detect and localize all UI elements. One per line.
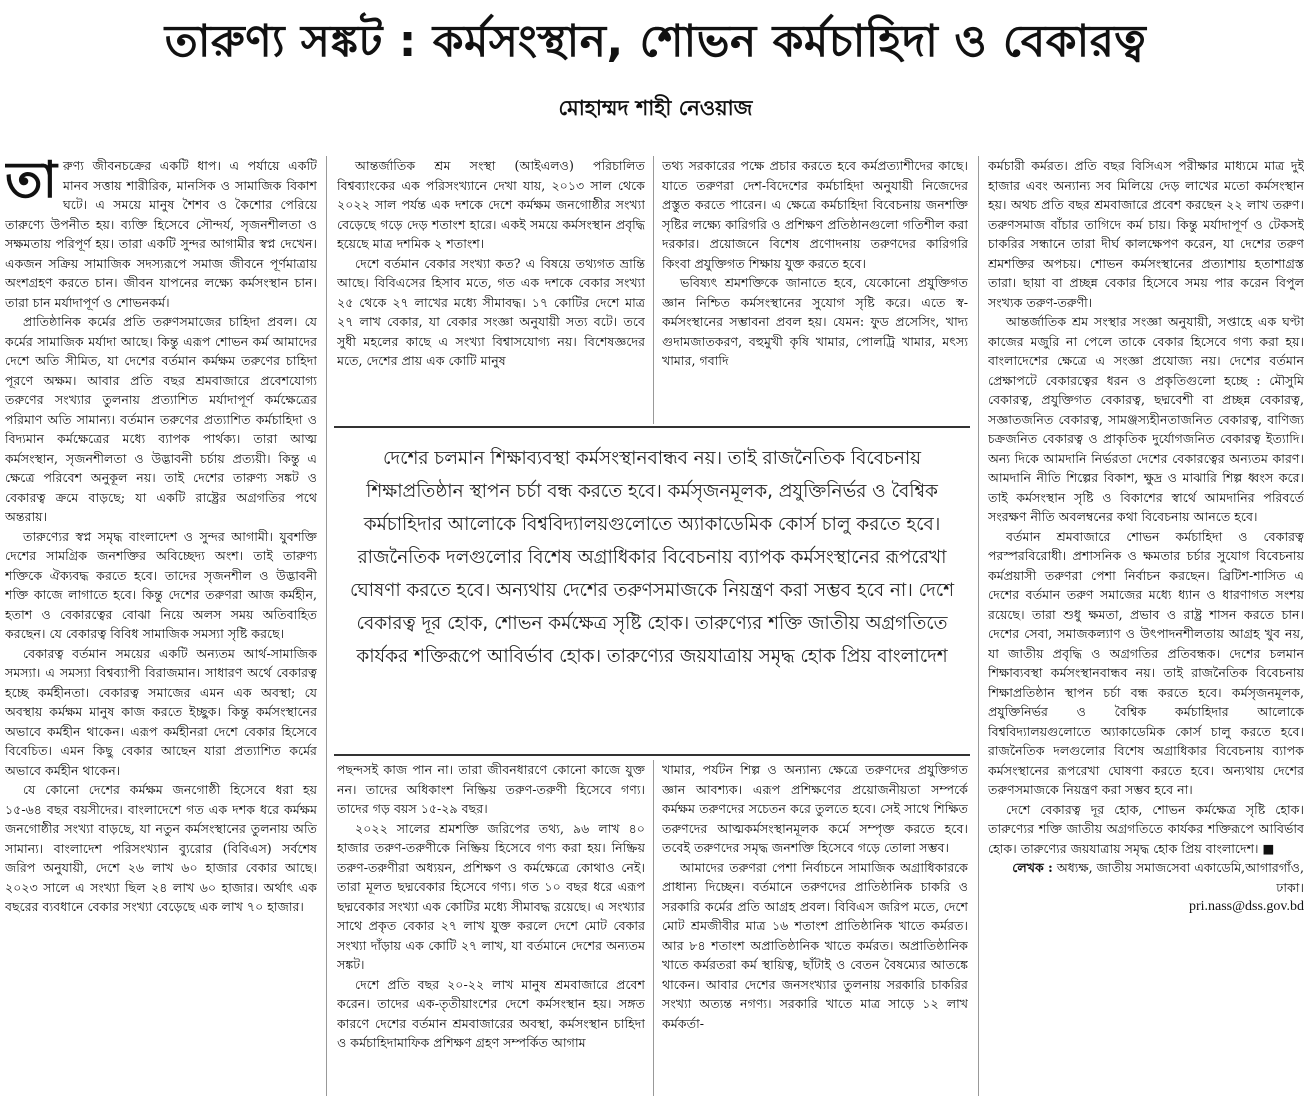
col2-paragraph: দেশে বর্তমান বেকার সংখ্যা কত? এ বিষয়ে তথ্যগত ভ্রান্তি আছে। বিবিএসের হিসাব মতে, গত এক দশকে বেকার সংখ্যা ২৫ থেকে ২৭ লাখের মধ্যে সীমাবদ্ধ। ১৭ কোটির দেশে মাত্র ২৭ লাখ বেকার, যা বেকার সংজ্ঞা অনুযায়ী সত্য বটে। তবে সুধী মহলের কাছে এ সংখ্যা বিশ্বাসযোগ্য নয়। বিশেষজ্ঞদের মতে, দেশের প্রায় এক কোটি মানুষ [337,255,645,368]
byline: মোহাম্মদ শাহী নেওয়াজ [558,96,753,120]
author-email: pri.nass@dss.gov.bd [1188,899,1304,914]
column-divider [653,156,654,424]
author-text: অধ্যক্ষ, জাতীয় সমাজসেবা একাডেমি,আগারগাঁও, ঢাকা। [1056,860,1304,895]
headline: তারুণ্য সঙ্কট : কর্মসংস্থান, শোভন কর্মচাহিদা ও বেকারত্ব [164,16,1147,67]
col1-paragraph-text: রুণ্য জীবনচক্রের একটি ধাপ। এ পর্যায়ে একটি মানব সত্তায় শারীরিক, মানসিক ও সামাজিক বিকাশ ঘটে। এ সময়ে মানুষ শৈশব ও কৈশোর পেরিয়ে তারুণ্যে উপনীত হয়। ব্যক্তি হিসেবে সৌন্দর্য, সৃজনশীলতা ও সক্ষমতায় পরিপূর্ণ হয়। তারা একটি সুন্দর আগামীর স্বপ্ন দেখেন। একজন সক্রিয় সামাজিক সদস্যরূপে সমাজ জীবনে পূর্ণমাত্রায় অংশগ্রহণ করতে চান। জীবন যাপনের লক্ষ্যে কর্মসংস্থান চান। তারা চান মর্যাদাপূর্ণ ও শোভনকর্ম। [5,158,317,310]
col1-paragraph: প্রাতিষ্ঠানিক কর্মের প্রতি তরুণসমাজের চাহিদা প্রবল। যে কর্মের সামাজিক মর্যাদা আছে। কিন্তু এরূপ শোভন কর্ম আমাদের দেশে অতি সীমিত, যা দেশের বর্তমান কর্মক্ষম তরুণের চাহিদা পূরণে অক্ষম। আবার প্রতি বছর শ্রমবাজারে প্রবেশযোগ্য তরুণের সংখ্যার তুলনায় প্রত্যাশিত মর্যাদাপূর্ণ কর্মক্ষেত্রের পরিমাণ অতি সামান্য। বর্তমান তরুণের প্রত্যাশিত কর্মচাহিদা ও বিদ্যমান কর্মক্ষেত্রের মধ্যে ব্যাপক পার্থক্য। তারা আত্ম কর্মসংস্থান, সৃজনশীলতা ও উদ্ভাবনী চর্চায় প্রত্যয়ী। কিন্তু এ ক্ষেত্রে পরিবেশ অনুকূল নয়। তাই দেশের তারুণ্য সঙ্কট ও বেকারত্ব ক্রমে বাড়ছে; যা একটি রাষ্ট্রের অগ্রগতির পথে অন্তরায়। [5,314,317,524]
drop-cap: তা [5,156,58,209]
column-3-bottom [662,760,968,1096]
column-2-top [337,156,645,424]
column-1 [5,156,317,1096]
pull-quote-box [334,426,970,756]
pull-quote: দেশের চলমান শিক্ষাব্যবস্থা কর্মসংস্থানবান্ধব নয়। তাই রাজনৈতিক বিবেচনায় শিক্ষাপ্রতিষ্ঠান স্থাপন চর্চা বন্ধ করতে হবে। কর্মসৃজনমূলক, প্রযুক্তিনির্ভর ও বৈশ্বিক কর্মচাহিদার আলোকে বিশ্ববিদ্যালয়গুলোতে অ্যাকাডেমিক কোর্স চালু করতে হবে। রাজনৈতিক দলগুলোর বিশেষ অগ্রাধিকার বিবেচনায় ব্যাপক কর্মসংস্থানের রূপরেখা ঘোষণা করতে হবে। অন্যথায় দেশের তরুণসমাজকে নিয়ন্ত্রণ করা সম্ভব হবে না। দেশে বেকারত্ব দূর হোক, শোভন কর্মক্ষেত্র সৃষ্টি হোক। তারুণ্যের শক্তি জাতীয় অগ্রগতিতে কার্যকর শক্তিরূপে আবির্ভাব হোক। তারুণ্যের জয়যাত্রায় সমৃদ্ধ হোক প্রিয় বাংলাদেশ [349,448,955,667]
col1-paragraph [5,156,317,312]
author-label: লেখক : [1012,860,1053,875]
col4-paragraph: বর্তমান শ্রমবাজারে শোভন কর্মচাহিদা ও বেকারত্ব পরস্পরবিরোধী। প্রশাসনিক ও ক্ষমতার চর্চার সুযোগ বিবেচনায় কর্মপ্রয়াসী তরুণরা পেশা নির্বাচন করছেন। ব্রিটিশ-শাসিত এ দেশের বর্তমান তরুণ সমাজের মধ্যে ধ্যান ও ধারণাগত সংশয় রয়েছে। তারা শুধু ক্ষমতা, প্রভাব ও রাষ্ট্র শাসন করতে চান। দেশের সেবা, সমাজকল্যাণ ও উৎপাদনশীলতায় আগ্রহ খুব নয়, যা জাতীয় প্রবৃদ্ধি ও অগ্রগতির প্রতিবন্ধক। দেশের চলমান শিক্ষাব্যবস্থা কর্মসংস্থানবান্ধব নয়। তাই রাজনৈতিক বিবেচনায় শিক্ষাপ্রতিষ্ঠান স্থাপন চর্চা বন্ধ করতে হবে। কর্মসৃজনমূলক, প্রযুক্তিনির্ভর ও বৈশ্বিক কর্মচাহিদার আলোকে বিশ্ববিদ্যালয়গুলোতে অ্যাকাডেমিক কোর্স চালু করতে হবে। রাজনৈতিক দলগুলোর বিশেষ অগ্রাধিকার বিবেচনায় ব্যাপক কর্মসংস্থানের রূপরেখা ঘোষণা করতে হবে। অন্যথায় দেশের তরুণসমাজকে নিয়ন্ত্রণ করা সম্ভব হবে না। [988,528,1304,797]
col4-paragraph: আন্তর্জাতিক শ্রম সংস্থার সংজ্ঞা অনুযায়ী, সপ্তাহে এক ঘণ্টা কাজের মজুরি না পেলে তাকে বেকার হিসেবে গণ্য করা হয়। বাংলাদেশের ক্ষেত্রে এ সংজ্ঞা প্রযোজ্য নয়। দেশের বর্তমান প্রেক্ষাপটে বেকারত্বের ধরন ও প্রকৃতিগুলো হচ্ছে : মৌসুমি বেকারত্ব, প্রযুক্তিগত বেকারত্ব, ছদ্মবেশী বা প্রচ্ছন্ন বেকারত্ব, সজ্ঞাতজনিত বেকারত্ব, সামঞ্জস্যহীনতাজনিত বেকারত্ব, বাণিজ্য চক্রজনিত বেকারত্ব ও প্রাকৃতিক দুর্যোগজনিত বেকারত্ব ইত্যাদি। অন্য দিকে আমদানি নির্ভরতা দেশের বেকারত্বের অন্যতম কারণ। আমদানি নীতি শিল্পের বিকাশ, ক্ষুদ্র ও মাঝারি শিল্প ধ্বংস করে। তাই কর্মসংস্থান সৃষ্টি ও বিকাশের স্বার্থে আমদানির পরিবর্তে সংরক্ষণ নীতি অবলম্বনের কথা বিবেচনায় আনতে হবে। [988,314,1304,524]
col3-paragraph: ভবিষ্যৎ শ্রমশক্তিকে জানাতে হবে, যেকোনো প্রযুক্তিগত জ্ঞান নিশ্চিত কর্মসংস্থানের সুযোগ সৃষ্টি করে। এতে স্ব-কর্মসংস্থানের সম্ভাবনা প্রবল হয়। যেমন: ফুড প্রসেসিং, খাদ্য গুদামজাতকরণ, বহুমুখী কৃষি খামার, পোলট্রি খামার, মৎস্য খামার, গবাদি [662,275,968,368]
column-4 [988,156,1304,1096]
col1-paragraph: বেকারত্ব বর্তমান সময়ের একটি অন্যতম আর্থ-সামাজিক সমস্যা। এ সমস্যা বিশ্বব্যাপী বিরাজমান। সাধারণ অর্থে বেকারত্ব হচ্ছে কর্মহীনতা। বেকারত্ব সমাজের এমন এক অবস্থা; যে অবস্থায় কর্মক্ষম মানুষ কাজ করতে ইচ্ছুক। কিন্তু কর্মসংস্থানের অভাবে কর্মহীন থাকেন। এরূপ কর্মহীনরা দেশে বেকার হিসেবে বিবেচিত। এমন কিছু বেকার আছেন যারা প্রত্যাশিত কর্মের অভাবে কর্মহীন থাকেন। [5,645,317,778]
col4-paragraph: কর্মচারী কর্মরত। প্রতি বছর বিসিএস পরীক্ষার মাধ্যমে মাত্র দুই হাজার এবং অন্যান্য সব মিলিয়ে দেড় লাখের মতো কর্মসংস্থান হয়। অথচ প্রতি বছর শ্রমবাজারে প্রবেশ করছেন ২২ লাখ তরুণ। তরুণসমাজ বাঁচার তাগিদে কর্ম চায়। কিন্তু মর্যাদাপূর্ণ ও টেকসই চাকরির সন্ধানে তারা দীর্ঘ কালক্ষেপণ করেন, যা দেশের তরুণ শ্রমশক্তির অপচয়। শোভন কর্মসংস্থানের প্রত্যাশায় হতাশাগ্রস্ত তারা। ছায়া বা প্রচ্ছন্ন বেকার হিসেবে সময় পার করেন বিপুল সংখ্যক তরুণ-তরুণী। [988,158,1304,310]
col2-paragraph: দেশে প্রতি বছর ২০-২২ লাখ মানুষ শ্রমবাজারে প্রবেশ করেন। তাদের এক-তৃতীয়াংশের দেশে কর্মসংস্থান হয়। সঙ্গত কারণে দেশের বর্তমান শ্রমবাজারের অবস্থা, কর্মসংস্থান চাহিদা ও কর্মচাহিদামাফিক প্রশিক্ষণ গ্রহণ সম্পর্কিত আগাম [337,976,645,1050]
col3-paragraph: তথ্য সরকারের পক্ষে প্রচার করতে হবে কর্মপ্রত্যাশীদের কাছে। যাতে তরুণরা দেশ-বিদেশের কর্মচাহিদা অনুযায়ী নিজেদের প্রস্তুত করতে পারেন। এ ক্ষেত্রে কর্মচাহিদা বিবেচনায় জনশক্তি সৃষ্টির লক্ষ্যে কারিগরি ও প্রশিক্ষণ প্রতিষ্ঠানগুলো গতিশীল করা দরকার। প্রয়োজনে বিশেষ প্রণোদনায় তরুণদের কারিগরি কিংবা প্রযুক্তিগত শিক্ষায় যুক্ত করতে হবে। [662,158,968,271]
column-2-bottom [337,760,645,1096]
column-divider [653,760,654,1096]
column-divider [326,156,327,1096]
col3-paragraph: খামার, পর্যটন শিল্প ও অন্যান্য ক্ষেত্রে তরুণদের প্রযুক্তিগত জ্ঞান আবশ্যক। এরূপ প্রশিক্ষণের প্রয়োজনীয়তা সম্পর্কে কর্মক্ষম তরুণদের সচেতন করে তুলতে হবে। সেই সাথে শিক্ষিত তরুণদের আত্মকর্মসংস্থানমূলক কর্মে সম্পৃক্ত করতে হবে। তবেই তরুণদের সমৃদ্ধ জনশক্তি হিসেবে গড়ে তোলা সম্ভব। [662,762,968,855]
col2-paragraph: ২০২২ সালের শ্রমশক্তি জরিপের তথ্য, ৯৬ লাখ ৪০ হাজার তরুণ-তরুণীকে নিষ্ক্রিয় হিসেবে গণ্য করা হয়। নিষ্ক্রিয় তরুণ-তরুণীরা অধ্যয়ন, প্রশিক্ষণ ও কর্মক্ষেত্রে কোথাও নেই। তারা মূলত ছদ্মবেকার হিসেবে গণ্য। গত ১০ বছর ধরে এরূপ ছদ্মবেকার সংখ্যা এক কোটির মধ্যে সীমাবদ্ধ রয়েছে। এ সংখ্যার সাথে প্রকৃত বেকার ২৭ লাখ যুক্ত করলে দেশে মোট বেকার সংখ্যা দাঁড়ায় এক কোটি ২৭ লাখ, যা বর্তমানে দেশের অন্যতম সঙ্কট। [337,820,645,972]
col4-paragraph: দেশে বেকারত্ব দূর হোক, শোভন কর্মক্ষেত্র সৃষ্টি হোক। তারুণ্যের শক্তি জাতীয় অগ্রগতিতে কার্যকর শক্তিরূপে আবির্ভাব হোক। তারুণ্যের জয়যাত্রায় সমৃদ্ধ হোক প্রিয় বাংলাদেশ। ■ [988,801,1304,856]
col1-paragraph: যে কোনো দেশের কর্মক্ষম জনগোষ্ঠী হিসেবে ধরা হয় ১৫-৬৪ বছর বয়সীদের। বাংলাদেশে গত এক দশক ধরে কর্মক্ষম জনগোষ্ঠীর সংখ্যা বাড়ছে, যা নতুন কর্মসংস্থানের তুলনায় অতি সামান্য। বাংলাদেশ পরিসংখ্যান ব্যুরোর (বিবিএস) সর্বশেষ জরিপ অনুযায়ী, দেশে ২৬ লাখ ৬০ হাজার বেকার আছে। ২০২৩ সালে এ সংখ্যা ছিল ২৪ লাখ ৬০ হাজার। অর্থাৎ এক বছরের ব্যবধানে বেকার সংখ্যা বেড়েছে এক লাখ ৭০ হাজার। [5,782,317,914]
column-divider [978,156,979,1096]
column-3-top [662,156,968,424]
author-note [988,858,1304,897]
col2-paragraph: পছন্দসই কাজ পান না। তারা জীবনধারণে কোনো কাজে যুক্ত নন। তাদের অধিকাংশ নিষ্ক্রিয় তরুণ-তরুণী হিসেবে গণ্য। তাদের গড় বয়স ১৫-২৯ বছর। [337,762,645,816]
col2-paragraph: আন্তর্জাতিক শ্রম সংস্থা (আইএলও) পরিচালিত বিশ্বব্যাংকের এক পরিসংখ্যানে দেখা যায়, ২০১৩ সাল থেকে ২০২২ সাল পর্যন্ত এক দশকে দেশে কর্মক্ষম জনগোষ্ঠীর সংখ্যা বেড়েছে গড়ে দেড় শতাংশ হারে। একই সময়ে কর্মসংস্থান প্রবৃদ্ধি হয়েছে মাত্র দশমিক ২ শতাংশ। [337,158,645,251]
col3-paragraph: আমাদের তরুণরা পেশা নির্বাচনে সামাজিক অগ্রাধিকারকে প্রাধান্য দিচ্ছেন। বর্তমানে তরুণদের প্রাতিষ্ঠানিক চাকরি ও সরকারি কর্মের প্রতি আগ্রহ প্রবল। বিবিএস জরিপ মতে, দেশে মোট শ্রমজীবীর মাত্র ১৬ শতাংশ প্রাতিষ্ঠানিক খাতে কর্মরত। আর ৮৪ শতাংশ অপ্রাতিষ্ঠানিক খাতে কর্মরত। অপ্রাতিষ্ঠানিক খাতে কর্মরতরা কর্ম স্থায়িত্ব, ছাঁটাই ও বেতন বৈষম্যের আতঙ্কে থাকেন। আবার দেশের জনসংখ্যার তুলনায় সরকারি চাকরির সংখ্যা অত্যন্ত নগণ্য। সরকারি খাতে মাত্র সাড়ে ১২ লাখ কর্মকর্তা- [662,859,968,1031]
col1-paragraph: তারুণ্যের স্বপ্ন সমৃদ্ধ বাংলাদেশ ও সুন্দর আগামী। যুবশক্তি দেশের সামগ্রিক জনশক্তির অবিচ্ছেদ্য অংশ। তাই তারুণ্য শক্তিকে ঐক্যবদ্ধ করতে হবে। তাদের সৃজনশীল ও উদ্ভাবনী শক্তি কাজে লাগাতে হবে। কিন্তু দেশের তরুণরা আজ কর্মহীন, হতাশ ও বেকারত্বের বোঝা নিয়ে অলস সময় অতিবাহিত করছেন। যে বেকারত্ব বিবিধ সামাজিক সমস্যা সৃষ্টি করছে। [5,528,317,641]
